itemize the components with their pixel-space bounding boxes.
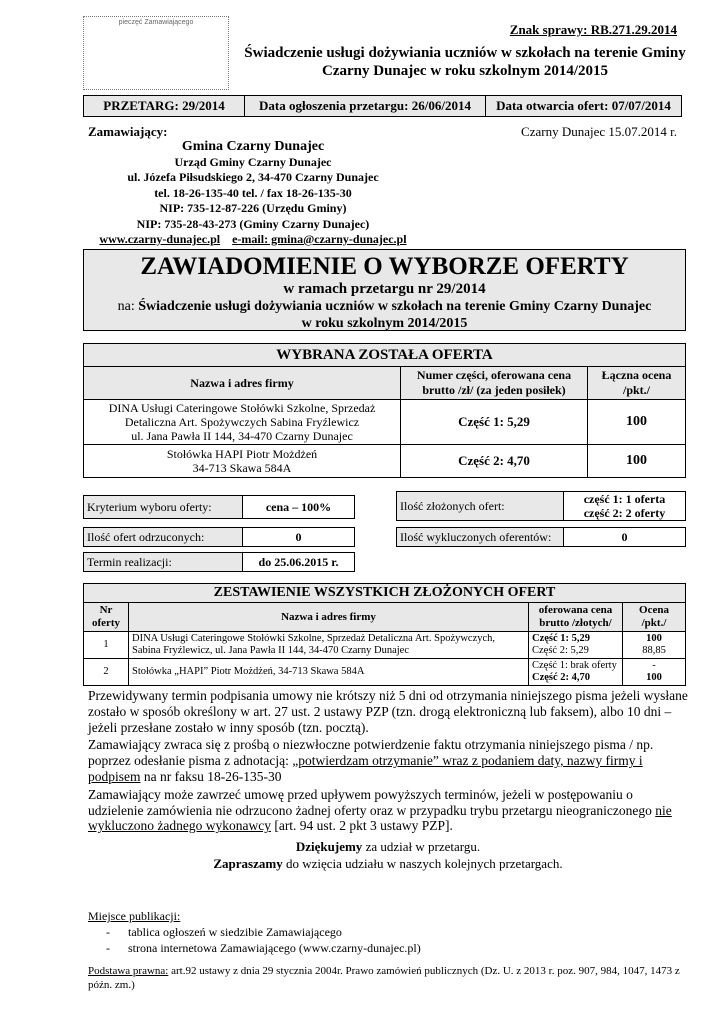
chosen-col-name: Nazwa i adres firmy xyxy=(84,367,401,400)
chosen-score-1: 100 xyxy=(588,400,686,445)
submitted-part2: część 2: 2 oferty xyxy=(583,506,666,520)
notice-subtitle: w ramach przetargu nr 29/2014 xyxy=(283,281,486,297)
summary-col-nr: Nr oferty xyxy=(84,603,129,632)
buyer-address: ul. Józefa Piłsudskiego 2, 34-470 Czarny Dunajec xyxy=(127,170,379,184)
notice-na: na: xyxy=(117,299,135,314)
buyer-block xyxy=(88,139,418,248)
submitted-label: Ilość złożonych ofert: xyxy=(397,492,564,521)
tender-info-bar xyxy=(83,95,682,117)
summary-table xyxy=(83,583,686,686)
chosen-offer-table xyxy=(83,343,686,478)
notice-box xyxy=(83,249,686,331)
excluded-value: 0 xyxy=(564,528,686,547)
deadline-value: do 25.06.2015 r. xyxy=(243,553,355,572)
deadline-table xyxy=(83,552,355,572)
body-text xyxy=(88,688,688,836)
paragraph-term: Przewidywany termin podpisania umowy nie krótszy niż 5 dni od otrzymania niniejszego pisma jeżeli wysłane zostało w sposób określony w art. 27 ust. 2 ustawy PZP (tzn. drogą elektroniczną lub faksem), albo 10 dni – jeżeli przesłane zostało w inny sposób (tzn. pocztą). xyxy=(88,688,688,735)
publication-block xyxy=(88,908,421,956)
buyer-email-link[interactable]: e-mail: gmina@czarny-dunajec.pl xyxy=(232,232,407,246)
buyer-phone: tel. 18-26-135-40 tel. / fax 18-26-135-30 xyxy=(154,185,352,200)
summary-title: ZESTAWIENIE WSZYSTKICH ZŁOŻONYCH OFERT xyxy=(84,584,686,603)
rejected-value: 0 xyxy=(243,528,355,547)
legal-label: Podstawa prawna: xyxy=(88,965,169,977)
table-row xyxy=(84,659,686,686)
buyer-nip1: NIP: 735-12-87-226 (Urzędu Gminy) xyxy=(159,201,347,215)
criterion-label: Kryterium wyboru oferty: xyxy=(84,496,243,519)
legal-basis xyxy=(88,964,688,992)
header-title-line1: Świadczenie usługi dożywiania uczniów w szkołach na terenie Gminy xyxy=(244,45,686,61)
table-row xyxy=(84,400,686,445)
stamp-box xyxy=(83,16,229,90)
summary-nr-1: 1 xyxy=(84,632,129,659)
header-title-line2: Czarny Dunajec w roku szkolnym 2014/2015 xyxy=(322,63,608,79)
buyer-nip2: NIP: 735-28-43-273 (Gminy Czarny Dunajec) xyxy=(136,216,370,231)
rejected-table xyxy=(83,527,355,547)
header-title xyxy=(230,44,700,80)
notice-title: ZAWIADOMIENIE O WYBORZE OFERTY xyxy=(140,253,629,280)
excluded-label: Ilość wykluczonych oferentów: xyxy=(397,528,564,547)
submitted-part1: część 1: 1 oferta xyxy=(583,492,666,506)
case-number: Znak sprawy: RB.271.29.2014 xyxy=(509,22,677,37)
buyer-name: Gmina Czarny Dunajec xyxy=(181,139,325,154)
paragraph-confirm: Zamawiający zwraca się z prośbą o niezwłoczne potwierdzenie faktu otrzymania niniejszego pisma / np. poprzez odesłanie pisma z adnotacją: „potwierdzam otrzymanie” wraz z podaniem daty, nazwy firmy i podpisem na nr faksu 18-26-135-30 xyxy=(88,737,654,784)
buyer-label: Zamawiający: xyxy=(88,124,168,139)
place-date: Czarny Dunajec 15.07.2014 r. xyxy=(521,124,677,139)
tender-number: PRZETARG: 29/2014 xyxy=(84,96,245,116)
buyer-office: Urząd Gminy Czarny Dunajec xyxy=(174,154,332,169)
open-date: Data otwarcia ofert: 07/07/2014 xyxy=(496,98,671,113)
summary-col-price: oferowana cena brutto /złotych/ xyxy=(529,603,623,632)
legal-text: art.92 ustawy z dnia 29 stycznia 2004r. Prawo zamówień publicznych (Dz. U. z 2013 r. poz. 907, 984, 1047, 1473 z późn. zm.) xyxy=(88,965,680,991)
summary-nr-2: 2 xyxy=(84,659,129,686)
submitted-table xyxy=(396,491,686,521)
summary-col-name: Nazwa i adres firmy xyxy=(129,603,529,632)
excluded-table xyxy=(396,527,686,547)
list-item: - tablica ogłoszeń w siedzibie Zamawiającego xyxy=(106,925,342,939)
summary-price-2: Część 1: brak oferty Część 2: 4,70 xyxy=(529,659,623,686)
chosen-title: WYBRANA ZOSTAŁA OFERTA xyxy=(84,344,686,367)
summary-score-1: 100 88,85 xyxy=(623,632,686,659)
paragraph-contract: Zamawiający może zawrzeć umowę przed upływem powyższych terminów, jeżeli w postępowaniu o udzielenie zamówienia nie odrzucono żadnej oferty oraz w przypadku trybu przetargu nieograniczonego nie wykluczono żadnego wykonawcy [art. 94 ust. 2 pkt 3 ustawy PZP]. xyxy=(88,786,672,834)
chosen-firm-2: Stołówka HAPI Piotr Możdżeń 34-713 Skawa 584A xyxy=(84,445,401,478)
deadline-label: Termin realizacji: xyxy=(84,553,243,572)
summary-price-1: Część 1: 5,29 Część 2: 5,29 xyxy=(529,632,623,659)
notice-subject: Świadczenie usługi dożywiania uczniów w szkołach na terenie Gminy Czarny Dunajec xyxy=(138,299,652,314)
summary-firm-1: DINA Usługi Cateringowe Stołówki Szkolne, Sprzedaż Detaliczna Art. Spożywczych, Sabina Fryźlewicz, ul. Jana Pawła II 144, 34-470 Czarny Dunajec xyxy=(129,632,529,659)
chosen-firm-1: DINA Usługi Cateringowe Stołówki Szkolne, Sprzedaż Detaliczna Art. Spożywczych Sabina Fryźlewicz ul. Jana Pawła II 144, 34-470 Czarny Dunajec xyxy=(84,400,401,445)
chosen-part-1: Część 1: 5,29 xyxy=(401,400,588,445)
stamp-label: pieczęć Zamawiającego xyxy=(118,19,194,26)
chosen-part-2: Część 2: 4,70 xyxy=(401,445,588,478)
list-item: - strona internetowa Zamawiającego (www.czarny-dunajec.pl) xyxy=(106,941,421,955)
table-row xyxy=(84,445,686,478)
rejected-label: Ilość ofert odrzuconych: xyxy=(84,528,243,547)
chosen-col-part: Numer części, oferowana cena brutto /zł/ (za jeden posiłek) xyxy=(401,367,588,400)
criterion-table xyxy=(83,495,355,519)
buyer-www-link[interactable]: www.czarny-dunajec.pl xyxy=(99,232,221,246)
criterion-value: cena – 100% xyxy=(243,496,355,519)
notice-year: w roku szkolnym 2014/2015 xyxy=(301,316,468,331)
summary-col-score: Ocena /pkt./ xyxy=(623,603,686,632)
announce-date: Data ogłoszenia przetargu: 26/06/2014 xyxy=(245,96,486,116)
table-row xyxy=(84,632,686,659)
chosen-score-2: 100 xyxy=(588,445,686,478)
thanks-block: Dziękujemy za udział w przetargu. Zapraszamy do wzięcia udziału w naszych kolejnych przetargach. xyxy=(213,839,563,871)
chosen-col-score: Łączna ocena /pkt./ xyxy=(588,367,686,400)
summary-score-2: - 100 xyxy=(623,659,686,686)
summary-firm-2: Stołówka „HAPI” Piotr Możdżeń, 34-713 Skawa 584A xyxy=(129,659,529,686)
publication-label: Miejsce publikacji: xyxy=(88,909,181,923)
